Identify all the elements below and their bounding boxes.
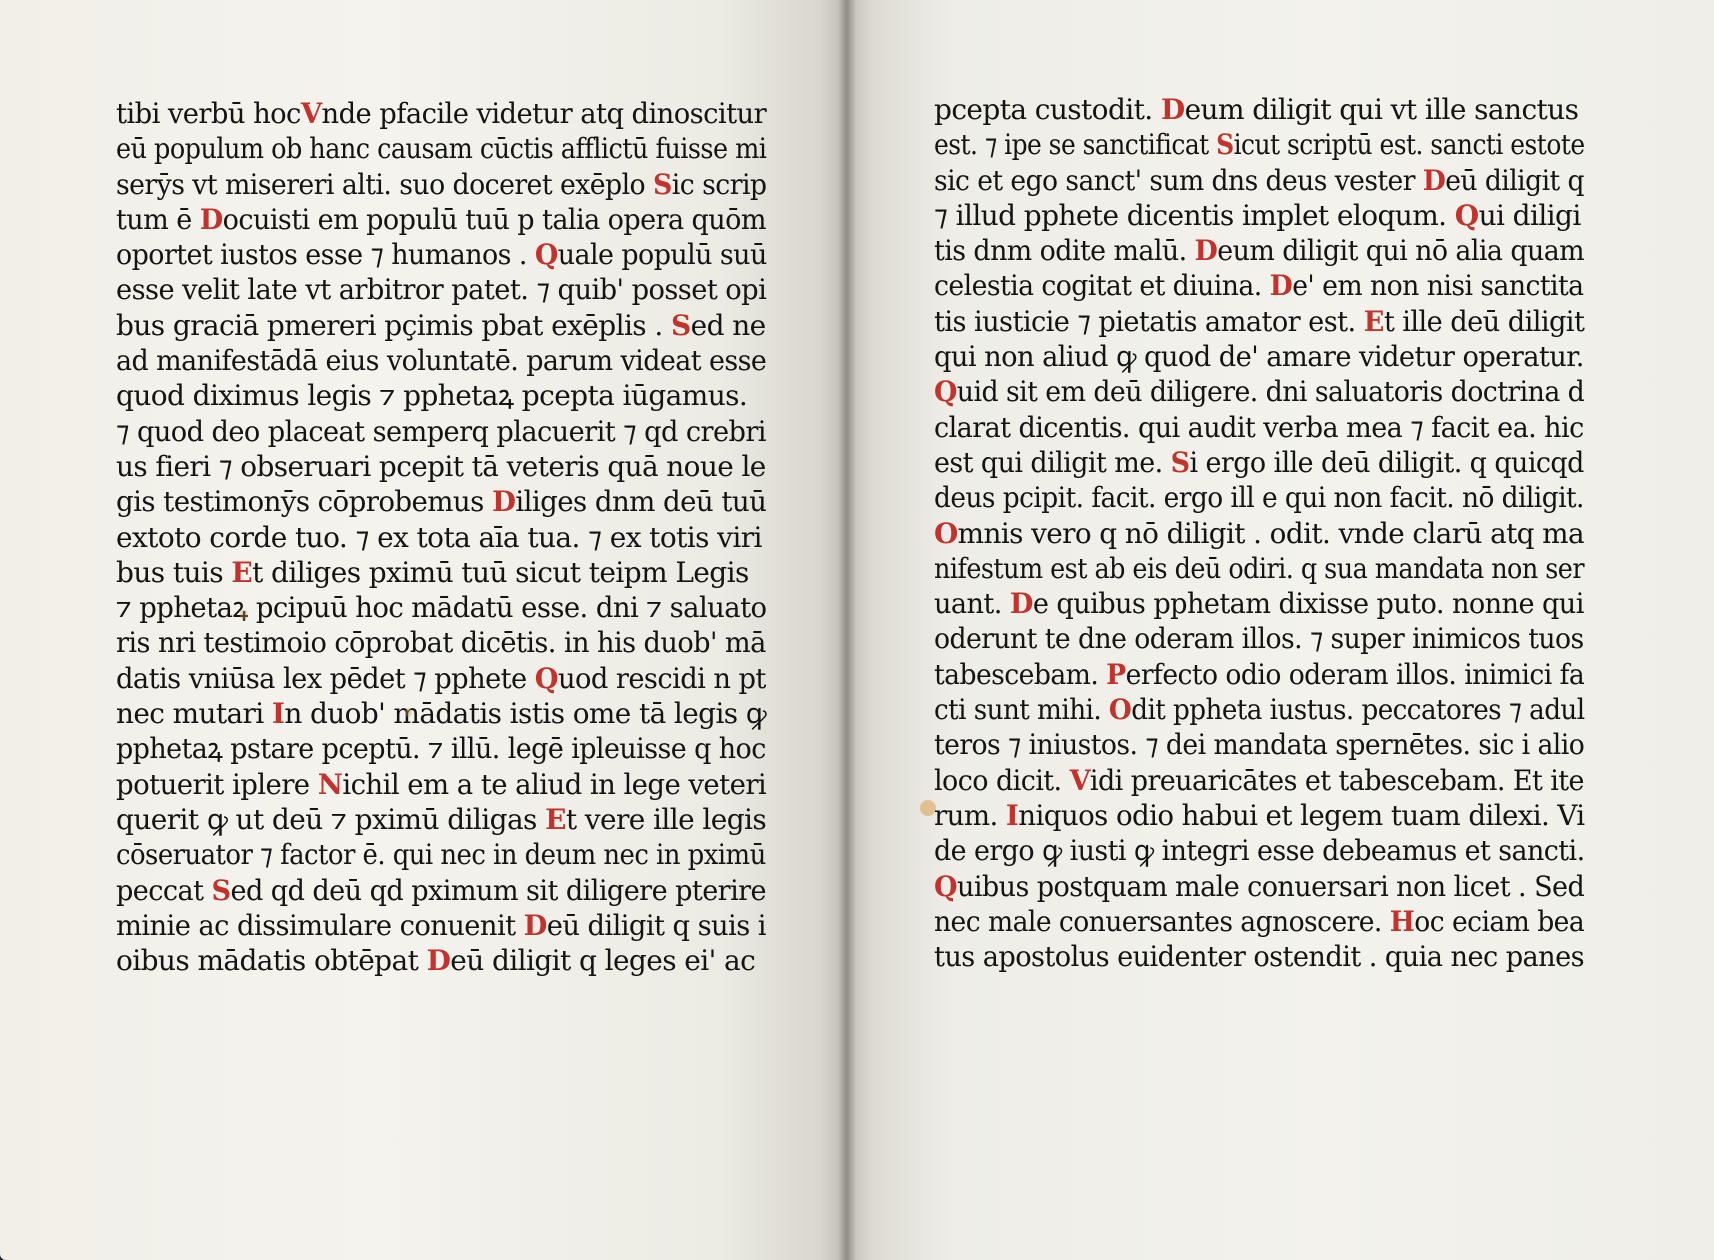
text-line: [934, 904, 1585, 939]
rubricated-initial: E: [1363, 304, 1384, 338]
rubricated-initial: O: [1108, 693, 1132, 727]
line-text: eū populum ob hanc causam cūctis afflictū fuisse mi: [116, 132, 767, 166]
line-text: qui non aliud ꝙ quod de' amare videtur operatur.: [934, 340, 1584, 374]
text-line: [934, 939, 1585, 974]
rubricated-initial: D: [523, 908, 547, 942]
text-line: [934, 516, 1585, 551]
rubricated-initial: E: [545, 802, 566, 836]
rubricated-initial: Q: [934, 375, 957, 409]
text-line: [116, 731, 766, 766]
line-text: oportet iustos esse ⁊ humanos .: [116, 238, 535, 272]
line-text: rum.: [934, 798, 1006, 832]
text-line: [934, 374, 1585, 409]
line-text: t vere ille legis: [565, 802, 767, 836]
rubricated-initial: O: [934, 516, 958, 550]
line-text: ocuisti em populū tuū p talia opera quōm: [222, 202, 766, 236]
rubricated-initial: Q: [534, 238, 558, 272]
rubricated-initial: D: [426, 944, 451, 978]
line-text: e quibus pphetam dixisse puto. nonne qui: [1032, 587, 1584, 621]
line-text: t diliges pximū tuū sicut teipm Legis: [252, 555, 749, 589]
text-line: [116, 625, 766, 660]
text-line: [934, 692, 1585, 727]
line-text: clarat dicentis. qui audit verba mea ⁊ facit ea. hic: [934, 410, 1584, 444]
line-text: t ille deū diligit: [1383, 304, 1585, 338]
text-line: [934, 127, 1585, 162]
line-text: iliges dnm deū tuū: [515, 485, 767, 519]
line-text: nde pfacile videtur atq dinoscitur: [321, 97, 767, 130]
line-text: minie ac dissimulare conuenit: [116, 908, 524, 942]
text-line: [934, 833, 1585, 868]
line-text: uid sit em deū diligere. dni saluatoris doctrina d: [956, 375, 1585, 409]
text-line: [116, 378, 766, 413]
text-line: [934, 410, 1584, 445]
line-text: potuerit iplere: [116, 767, 318, 801]
text-line: [934, 445, 1584, 480]
line-text: ad manifestādā eius voluntatē. parum videat esse: [116, 344, 767, 378]
text-line: [116, 414, 766, 449]
line-text: erfecto odio oderam illos. inimici fa: [1125, 657, 1585, 691]
line-text: oc eciam bea: [1414, 904, 1585, 938]
left-page: [0, 0, 846, 1260]
text-line: [116, 767, 767, 802]
line-text: datis vniūsa lex pēdet ⁊ pphete: [116, 661, 535, 695]
rubricated-initial: D: [1009, 587, 1033, 621]
text-line: [116, 272, 767, 307]
line-text: ed qd deū qd pximum sit diligere pterire: [230, 873, 767, 907]
line-text: nifestum est ab eis deū odiri. q sua mandata non ser: [934, 551, 1584, 585]
line-text: ichil em a te aliud in lege veteri: [342, 767, 767, 801]
text-line: [934, 339, 1584, 374]
text-line: [116, 96, 767, 131]
line-text: de ergo ꝙ iusti ꝙ integri esse debeamus et sancti.: [934, 834, 1585, 868]
line-text: e' em non nisi sanctita: [1292, 269, 1584, 303]
line-text: teros ⁊ iniustos. ⁊ dei mandata spernētes. sic i alio: [934, 728, 1585, 762]
rubricated-initial: D: [1422, 163, 1446, 197]
ink-stain: [240, 610, 248, 620]
text-line: [934, 268, 1584, 303]
text-line: [116, 837, 766, 872]
rubricated-initial: I: [1005, 798, 1019, 832]
line-text: icut scriptū est. sancti estote: [1233, 128, 1585, 162]
rubricated-initial: V: [300, 97, 322, 130]
line-text: esse velit late vt arbitror patet. ⁊ quib' posset opi: [116, 273, 767, 307]
line-text: ui diligi: [1478, 198, 1581, 232]
line-text: eū diligit q leges ei' ac: [450, 944, 756, 978]
text-line: [116, 802, 766, 837]
rubricated-initial: D: [1269, 269, 1293, 303]
line-text: idi preuaricātes et tabescebam. Et ite: [1089, 763, 1584, 797]
rubricated-initial: S: [1216, 128, 1234, 162]
line-text: querit ꝙ ut deū ⁊ pximū diligas: [116, 802, 546, 836]
rubricated-initial: E: [231, 555, 253, 589]
text-line: [934, 763, 1584, 798]
line-text: gis testimonȳs cōprobemus: [116, 485, 492, 519]
line-text: deus pcipit. facit. ergo ill e qui non facit. nō diligit.: [934, 481, 1584, 515]
text-line: [934, 869, 1585, 904]
text-line: [116, 202, 766, 237]
line-text: tibi verbū hoc: [116, 97, 301, 130]
text-line: [116, 943, 766, 978]
line-text: ⁊ pphetaꝝ pcipuū hoc mādatū esse. dni ⁊ saluato: [116, 591, 767, 625]
line-text: niquos odio habui et legem tuam dilexi. Vi: [1018, 798, 1585, 832]
rubricated-initial: S: [653, 167, 672, 201]
line-text: pcepta custodit.: [934, 93, 1161, 126]
line-text: uibus postquam male conuersari non licet . Sed: [956, 869, 1585, 903]
line-text: ic scrip: [671, 167, 767, 201]
left-page-text: [116, 96, 766, 978]
line-text: tus apostolus euidenter ostendit . quia nec panes: [934, 940, 1585, 974]
text-line: [116, 590, 767, 625]
line-text: mnis vero q nō diligit . odit. vnde clarū atq ma: [957, 516, 1585, 550]
line-text: cōseruator ⁊ factor ē. qui nec in deum nec in pximū: [116, 838, 766, 872]
rubricated-initial: D: [491, 485, 516, 519]
line-text: nec male conuersantes agnoscere.: [934, 904, 1390, 938]
line-text: extoto corde tuo. ⁊ ex tota aīa tua. ⁊ ex totis viri: [116, 520, 762, 554]
rubricated-initial: S: [1170, 445, 1190, 479]
line-text: i ergo ille deū diligit. q quicqd: [1189, 445, 1584, 479]
text-line: [934, 657, 1585, 692]
text-line: [934, 198, 1584, 233]
rubricated-initial: V: [1069, 763, 1090, 797]
line-text: bus graciā pmereri pҫimis pbat exēplis .: [116, 308, 671, 342]
book-gutter: [838, 0, 856, 1260]
text-line: [116, 873, 767, 908]
line-text: serȳs vt misereri alti. suo doceret exēplo: [116, 167, 654, 201]
rubricated-initial: D: [199, 202, 223, 236]
text-line: [116, 343, 767, 378]
text-line: [116, 661, 766, 696]
rubricated-initial: P: [1106, 657, 1126, 691]
line-text: peccat: [116, 873, 212, 907]
text-line: [116, 131, 767, 166]
rubricated-initial: D: [1194, 234, 1218, 268]
line-text: uod rescidi n pt: [557, 661, 766, 695]
text-line: [116, 520, 766, 555]
right-page-text: [934, 92, 1584, 974]
rubricated-initial: S: [670, 308, 691, 342]
line-text: dit ppheta iustus. peccatores ⁊ adul: [1131, 693, 1585, 727]
line-text: est qui diligit me.: [934, 445, 1171, 479]
rubricated-initial: I: [271, 697, 285, 731]
line-text: n duob' mādatis istis ome tā legis ꝙ: [284, 697, 767, 731]
line-text: sic et ego sanct' sum dns deus vester: [934, 163, 1423, 197]
text-line: [934, 798, 1585, 833]
line-text: pphetaꝝ pstare pceptū. ⁊ illū. legē ipleuisse q hoc: [116, 732, 766, 766]
text-line: [934, 163, 1584, 198]
line-text: tum ē: [116, 202, 200, 236]
line-text: bus tuis: [116, 555, 232, 589]
rubricated-initial: D: [1160, 93, 1185, 126]
line-text: ris nri testimoio cōprobat dicētis. in his duob' mā: [116, 626, 766, 660]
line-text: ed ne: [690, 308, 766, 342]
line-text: nec mutari: [116, 697, 272, 731]
text-line: [934, 304, 1585, 339]
line-text: uale populū suū: [557, 238, 767, 272]
line-text: oderunt te dne oderam illos. ⁊ super inimicos tuos: [934, 622, 1584, 656]
line-text: us fieri ⁊ obseruari pcepit tā veteris quā noue le: [116, 449, 766, 483]
line-text: oibus mādatis obtēpat: [116, 944, 427, 978]
line-text: eū diligit q: [1445, 163, 1584, 197]
text-line: [934, 551, 1584, 586]
line-text: ⁊ illud pphete dicentis implet eloqum.: [934, 198, 1455, 232]
line-text: quod diximus legis ⁊ pphetaꝝ pcepta iūgamus.: [116, 379, 748, 413]
line-text: tis dnm odite malū.: [934, 234, 1195, 268]
text-line: [116, 237, 767, 272]
text-line: [116, 449, 764, 484]
line-text: est. ⁊ ipe se sanctificat: [934, 128, 1217, 162]
text-line: [934, 586, 1584, 621]
text-line: [934, 480, 1584, 515]
text-line: [116, 484, 767, 519]
text-line: [116, 555, 766, 590]
text-line: [934, 233, 1585, 268]
rubricated-initial: N: [317, 767, 343, 801]
text-line: [116, 696, 767, 731]
line-text: celestia cogitat et diuina.: [934, 269, 1270, 303]
text-line: [934, 621, 1584, 656]
line-text: eum diligit qui vt ille sanctus: [1184, 93, 1579, 126]
text-line: [116, 308, 766, 343]
line-text: loco dicit.: [934, 763, 1070, 797]
text-line: [116, 908, 766, 943]
line-text: cti sunt mihi.: [934, 693, 1109, 727]
line-text: eum diligit qui nō alia quam: [1217, 234, 1585, 268]
rubricated-initial: H: [1389, 904, 1415, 938]
line-text: tis iusticie ⁊ pietatis amator est.: [934, 304, 1364, 338]
line-text: eū diligit q suis i: [546, 908, 766, 942]
line-text: ⁊ quod deo placeat semperq placuerit ⁊ qd crebri: [116, 414, 766, 448]
rubricated-initial: Q: [1454, 198, 1479, 232]
text-line: [934, 92, 1584, 127]
line-text: uant.: [934, 587, 1010, 621]
text-line: [934, 727, 1585, 762]
text-line: [116, 167, 767, 202]
line-text: tabescebam.: [934, 657, 1107, 691]
rubricated-initial: S: [211, 873, 231, 907]
rubricated-initial: Q: [534, 661, 558, 695]
rubricated-initial: Q: [934, 869, 957, 903]
ink-stain: [405, 708, 412, 717]
